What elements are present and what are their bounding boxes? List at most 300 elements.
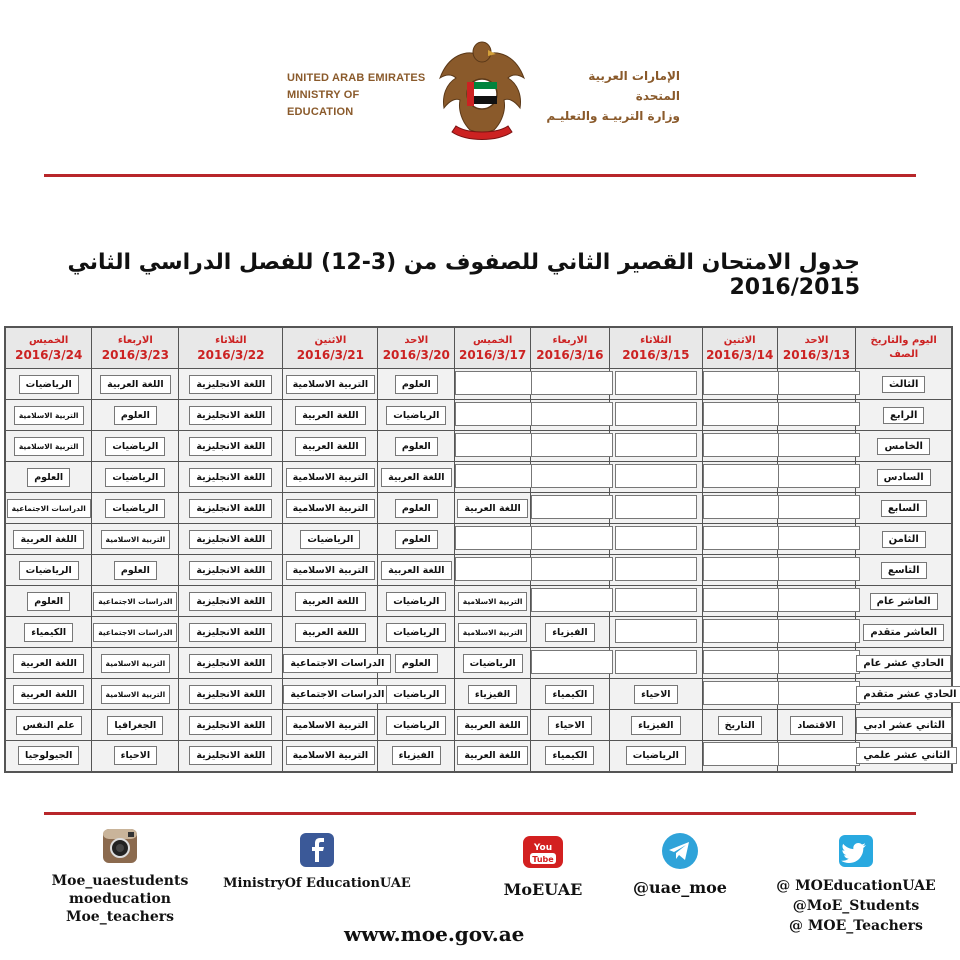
grade-label: السادس (877, 469, 931, 486)
schedule-cell (455, 586, 531, 617)
schedule-cell (283, 679, 385, 710)
empty-slot (531, 526, 613, 550)
day-date: 2016/3/14 (706, 348, 774, 362)
schedule-cell (531, 710, 610, 741)
empty-slot (615, 526, 697, 550)
subject-label: اللغة العربية (13, 654, 83, 673)
schedule-cell (92, 400, 179, 431)
table-row (5, 369, 952, 400)
instagram-handle-2: moeducation (69, 891, 171, 907)
empty-slot (703, 557, 785, 581)
schedule-cell (378, 431, 455, 462)
day-name: الثلاثاء (640, 335, 672, 346)
empty-slot (455, 464, 537, 488)
twitter-handle-3: @ MOE_Teachers (789, 918, 923, 934)
exam-schedule-table (4, 326, 957, 773)
schedule-cell (92, 648, 179, 679)
day-header (378, 327, 455, 369)
schedule-cell (378, 462, 455, 493)
subject-label: العلوم (114, 406, 157, 425)
schedule-cell (702, 741, 777, 772)
empty-slot (778, 495, 860, 519)
subject-label: الفيزياء (392, 746, 441, 765)
schedule-cell (92, 741, 179, 772)
instagram-block[interactable] (40, 828, 200, 926)
schedule-cell (179, 524, 283, 555)
uae-emblem-icon (436, 38, 528, 146)
day-name: الاثنين (314, 335, 347, 346)
instagram-handle-1: Moe_uaestudents (51, 873, 189, 889)
twitter-handle-1: @ MOEducationUAE (776, 878, 936, 894)
subject-label: اللغة الانجليزية (189, 746, 272, 765)
subject-label: اللغة الانجليزية (189, 561, 272, 580)
day-header (283, 327, 378, 369)
corner-header (856, 327, 952, 369)
facebook-block[interactable] (222, 832, 412, 891)
empty-slot (703, 742, 785, 766)
schedule-cell (283, 369, 378, 400)
header-divider (44, 174, 916, 177)
subject-label: اللغة العربية (295, 623, 365, 642)
empty-slot (778, 588, 860, 612)
table-header-row (5, 327, 952, 369)
schedule-cell (455, 710, 531, 741)
subject-label: الكيمياء (545, 685, 594, 704)
day-date: 2016/3/21 (296, 348, 365, 362)
empty-slot (615, 433, 697, 457)
schedule-cell (455, 741, 531, 772)
schedule-cell (777, 431, 856, 462)
day-name: الخميس (29, 335, 69, 346)
empty-slot (778, 433, 860, 457)
empty-slot (703, 402, 785, 426)
grade-cell (856, 431, 952, 462)
table-row (5, 586, 952, 617)
empty-slot (615, 650, 697, 674)
grade-cell (856, 369, 952, 400)
schedule-cell (179, 555, 283, 586)
schedule-cell (92, 555, 179, 586)
subject-label: اللغة الانجليزية (189, 437, 272, 456)
day-date: 2016/3/17 (458, 348, 527, 362)
subject-label: التربية الاسلامية (101, 685, 171, 704)
schedule-cell (378, 617, 455, 648)
schedule-cell (92, 710, 179, 741)
grade-label: الثاني عشر علمي (856, 747, 957, 764)
day-name: الاربعاء (552, 335, 588, 346)
empty-slot (703, 433, 785, 457)
schedule-cell (92, 586, 179, 617)
subject-label: الفيزياء (545, 623, 594, 642)
empty-slot (703, 371, 785, 395)
schedule-cell (179, 586, 283, 617)
schedule-cell (179, 431, 283, 462)
schedule-cell (92, 369, 179, 400)
subject-label: التربية الاسلامية (286, 499, 376, 518)
subject-label: اللغة العربية (381, 561, 451, 580)
schedule-cell (609, 493, 702, 524)
day-header (92, 327, 179, 369)
schedule-cell (702, 679, 777, 710)
subject-label: اللغة الانجليزية (189, 623, 272, 642)
subject-label: الرياضيات (386, 592, 446, 611)
schedule-cell (531, 431, 610, 462)
schedule-cell (531, 493, 610, 524)
schedule-cell (378, 586, 455, 617)
schedule-cell (531, 679, 610, 710)
subject-label: الرياضيات (386, 716, 446, 735)
subject-label: الكيمياء (24, 623, 73, 642)
schedule-cell (179, 710, 283, 741)
empty-slot (531, 433, 613, 457)
subject-label: الرياضيات (463, 654, 523, 673)
subject-label: الكيمياء (545, 746, 594, 765)
schedule-cell (531, 400, 610, 431)
empty-slot (703, 619, 785, 643)
day-name: الثلاثاء (215, 335, 247, 346)
facebook-icon (299, 832, 335, 868)
schedule-cell (179, 648, 283, 679)
schedule-cell (777, 679, 856, 710)
schedule-cell (455, 431, 531, 462)
subject-label: التربية الاسلامية (286, 561, 376, 580)
day-header (455, 327, 531, 369)
empty-slot (778, 557, 860, 581)
grade-label: السابع (881, 500, 927, 517)
subject-label: الدراسات الاجتماعية (283, 685, 391, 704)
subject-label: اللغة العربية (457, 499, 527, 518)
ministry-arabic-name (540, 66, 680, 126)
empty-slot (455, 557, 537, 581)
schedule-cell (5, 617, 92, 648)
instagram-icon (102, 828, 138, 864)
subject-label: التربية الاسلامية (286, 375, 376, 394)
table-row (5, 524, 952, 555)
table-row (5, 617, 952, 648)
schedule-cell (702, 524, 777, 555)
schedule-cell (179, 462, 283, 493)
schedule-cell (455, 555, 531, 586)
schedule-cell (5, 648, 92, 679)
table-row (5, 462, 952, 493)
grade-cell (856, 679, 957, 710)
empty-slot (531, 495, 613, 519)
schedule-cell (455, 369, 531, 400)
grade-cell (856, 555, 952, 586)
footer-divider (44, 812, 916, 815)
subject-label: الفيزياء (468, 685, 517, 704)
svg-text:You: You (533, 843, 553, 853)
schedule-cell (378, 679, 455, 710)
schedule-cell (5, 710, 92, 741)
table-row (5, 710, 952, 741)
schedule-cell (378, 493, 455, 524)
subject-label: الرياضيات (386, 685, 446, 704)
subject-label: التاريخ (718, 716, 762, 735)
schedule-cell (702, 369, 777, 400)
subject-label: الرياضيات (105, 499, 165, 518)
subject-label: الاحياء (548, 716, 591, 735)
grade-cell (856, 400, 952, 431)
schedule-cell (92, 617, 179, 648)
table-body (5, 369, 957, 772)
schedule-cell (5, 400, 92, 431)
empty-slot (778, 371, 860, 395)
subject-label: اللغة الانجليزية (189, 468, 272, 487)
day-header (777, 327, 856, 369)
subject-label: اللغة العربية (13, 530, 83, 549)
empty-slot (703, 650, 785, 674)
subject-label: اللغة الانجليزية (189, 499, 272, 518)
schedule-cell (179, 493, 283, 524)
schedule-cell (92, 462, 179, 493)
day-header (702, 327, 777, 369)
empty-slot (455, 433, 537, 457)
grade-cell (856, 617, 952, 648)
telegram-icon (661, 832, 699, 870)
schedule-cell (378, 400, 455, 431)
empty-slot (778, 402, 860, 426)
schedule-cell (179, 741, 283, 772)
schedule-cell (531, 617, 610, 648)
subject-label: علم النفس (16, 716, 82, 735)
grade-label: التاسع (881, 562, 927, 579)
empty-slot (531, 371, 613, 395)
subject-label: التربية الاسلامية (458, 592, 528, 611)
english-line-1: UNITED ARAB EMIRATES (287, 72, 426, 84)
subject-label: التربية الاسلامية (14, 406, 84, 425)
schedule-cell (378, 555, 455, 586)
empty-slot (455, 371, 537, 395)
empty-slot (703, 464, 785, 488)
empty-slot (531, 557, 613, 581)
grade-cell (856, 493, 952, 524)
empty-slot (778, 650, 860, 674)
subject-label: اللغة الانجليزية (189, 716, 272, 735)
day-header (5, 327, 92, 369)
day-date: 2016/3/15 (622, 348, 690, 362)
empty-slot (615, 557, 697, 581)
day-date: 2016/3/13 (782, 348, 851, 362)
subject-label: الفيزياء (631, 716, 680, 735)
day-name: الاحد (804, 335, 829, 346)
subject-label: العلوم (27, 468, 70, 487)
subject-label: التربية الاسلامية (286, 716, 376, 735)
day-date: 2016/3/24 (15, 348, 83, 362)
schedule-cell (283, 586, 378, 617)
twitter-block[interactable] (754, 834, 958, 936)
corner-line-1: اليوم والتاريخ (870, 335, 937, 346)
schedule-cell (609, 710, 702, 741)
corner-line-2: الصف (889, 349, 919, 360)
empty-slot (615, 495, 697, 519)
telegram-block[interactable] (618, 832, 742, 897)
empty-slot (455, 526, 537, 550)
grade-label: الثالث (882, 376, 925, 393)
twitter-handle-2: @MoE_Students (792, 898, 920, 914)
schedule-cell (777, 586, 856, 617)
grade-label: الخامس (877, 438, 929, 455)
subject-label: التربية الاسلامية (286, 468, 376, 487)
schedule-cell (5, 555, 92, 586)
schedule-cell (777, 555, 856, 586)
schedule-cell (92, 524, 179, 555)
schedule-cell (455, 524, 531, 555)
schedule-cell (531, 524, 610, 555)
arabic-line-1: الإمارات العربية المتحدة (588, 69, 680, 103)
subject-label: العلوم (395, 499, 438, 518)
empty-slot (531, 588, 613, 612)
schedule-cell (609, 586, 702, 617)
facebook-handle: MinistryOf EducationUAE (223, 876, 411, 891)
subject-label: التربية الاسلامية (101, 654, 171, 673)
subject-label: العلوم (395, 437, 438, 456)
youtube-block[interactable] (488, 832, 598, 899)
schedule-cell (531, 462, 610, 493)
grade-cell (856, 586, 952, 617)
grade-label: الحادي عشر متقدم (856, 686, 960, 703)
schedule-cell (609, 462, 702, 493)
empty-slot (703, 526, 785, 550)
day-date: 2016/3/20 (382, 348, 450, 362)
empty-slot (615, 371, 697, 395)
subject-label: الرياضيات (386, 406, 446, 425)
schedule-cell (777, 493, 856, 524)
schedule-cell (283, 741, 378, 772)
schedule-cell (702, 431, 777, 462)
subject-label: التربية الاسلامية (458, 623, 528, 642)
subject-label: التربية الاسلامية (101, 530, 171, 549)
subject-label: الدراسات الاجتماعية (283, 654, 391, 673)
schedule-cell (455, 648, 531, 679)
empty-slot (703, 588, 785, 612)
grade-label: العاشر متقدم (863, 624, 944, 641)
empty-slot (778, 464, 860, 488)
subject-label: العلوم (395, 654, 438, 673)
schedule-cell (609, 648, 702, 679)
subject-label: اللغة العربية (13, 685, 83, 704)
grade-cell (856, 710, 952, 741)
table-row (5, 400, 952, 431)
schedule-cell (283, 431, 378, 462)
schedule-cell (455, 679, 531, 710)
grade-label: الرابع (883, 407, 924, 424)
schedule-cell (609, 679, 702, 710)
schedule-cell (609, 369, 702, 400)
subject-label: الدراسات الاجتماعية (7, 499, 91, 518)
subject-label: العلوم (395, 530, 438, 549)
schedule-cell (92, 431, 179, 462)
schedule-cell (283, 555, 378, 586)
arabic-line-2: وزارة التربيـة والتعليـم (546, 109, 680, 123)
schedule-cell (531, 586, 610, 617)
grade-label: العاشر عام (870, 593, 938, 610)
subject-label: الجغرافيا (107, 716, 163, 735)
schedule-cell (702, 648, 777, 679)
schedule-cell (283, 617, 378, 648)
schedule-cell (531, 741, 610, 772)
subject-label: الرياضيات (626, 746, 686, 765)
schedule-cell (609, 400, 702, 431)
grade-cell (856, 462, 952, 493)
subject-label: الدراسات الاجتماعية (93, 623, 177, 642)
telegram-handle: @uae_moe (633, 878, 727, 897)
schedule-cell (5, 431, 92, 462)
schedule-cell (179, 369, 283, 400)
schedule-cell (378, 710, 455, 741)
subject-label: الجيولوجيا (18, 746, 79, 765)
subject-label: العلوم (114, 561, 157, 580)
subject-label: العلوم (395, 375, 438, 394)
schedule-cell (5, 369, 92, 400)
schedule-cell (455, 493, 531, 524)
schedule-cell (702, 555, 777, 586)
grade-label: الحادي عشر عام (856, 655, 951, 672)
page-title: جدول الامتحان القصير الثاني للصفوف من (3-12) للفصل الدراسي الثاني 2016/2015 (67, 250, 860, 300)
subject-label: الرياضيات (386, 623, 446, 642)
subject-label: اللغة الانجليزية (189, 406, 272, 425)
schedule-cell (702, 493, 777, 524)
schedule-cell (283, 493, 378, 524)
grade-cell (856, 648, 952, 679)
subject-label: اللغة العربية (457, 716, 527, 735)
twitter-icon (838, 834, 874, 868)
subject-label: الاحياء (114, 746, 157, 765)
subject-label: الرياضيات (105, 437, 165, 456)
day-header (609, 327, 702, 369)
schedule-cell (92, 493, 179, 524)
schedule-cell (283, 648, 385, 679)
website-link[interactable]: www.moe.gov.ae (344, 922, 525, 946)
schedule-cell (609, 555, 702, 586)
day-date: 2016/3/16 (536, 348, 604, 362)
empty-slot (615, 402, 697, 426)
instagram-handle-3: Moe_teachers (65, 909, 175, 925)
schedule-cell (777, 524, 856, 555)
schedule-cell (5, 493, 92, 524)
schedule-cell (777, 400, 856, 431)
subject-label: الرياضيات (105, 468, 165, 487)
schedule-cell (5, 741, 92, 772)
svg-text:Tube: Tube (532, 855, 554, 864)
day-name: الاحد (404, 335, 429, 346)
subject-label: الاحياء (634, 685, 677, 704)
subject-label: اللغة الانجليزية (189, 592, 272, 611)
schedule-cell (283, 400, 378, 431)
subject-label: اللغة العربية (457, 746, 527, 765)
subject-label: اللغة العربية (295, 592, 365, 611)
schedule-cell (777, 462, 856, 493)
subject-label: الرياضيات (19, 375, 79, 394)
schedule-cell (702, 710, 777, 741)
schedule-cell (777, 710, 856, 741)
subject-label: التربية الاسلامية (14, 437, 84, 456)
schedule-cell (609, 524, 702, 555)
subject-label: اللغة الانجليزية (189, 375, 272, 394)
table-row (5, 648, 952, 679)
grade-cell (856, 524, 952, 555)
schedule-cell (531, 369, 610, 400)
english-line-2: MINISTRY OF EDUCATION (287, 89, 360, 118)
schedule-cell (5, 462, 92, 493)
day-name: الاربعاء (117, 335, 153, 346)
empty-slot (778, 526, 860, 550)
subject-label: الدراسات الاجتماعية (93, 592, 177, 611)
subject-label: الاقتصاد (790, 716, 842, 735)
youtube-icon (521, 832, 565, 872)
schedule-cell (378, 524, 455, 555)
schedule-cell (92, 679, 179, 710)
